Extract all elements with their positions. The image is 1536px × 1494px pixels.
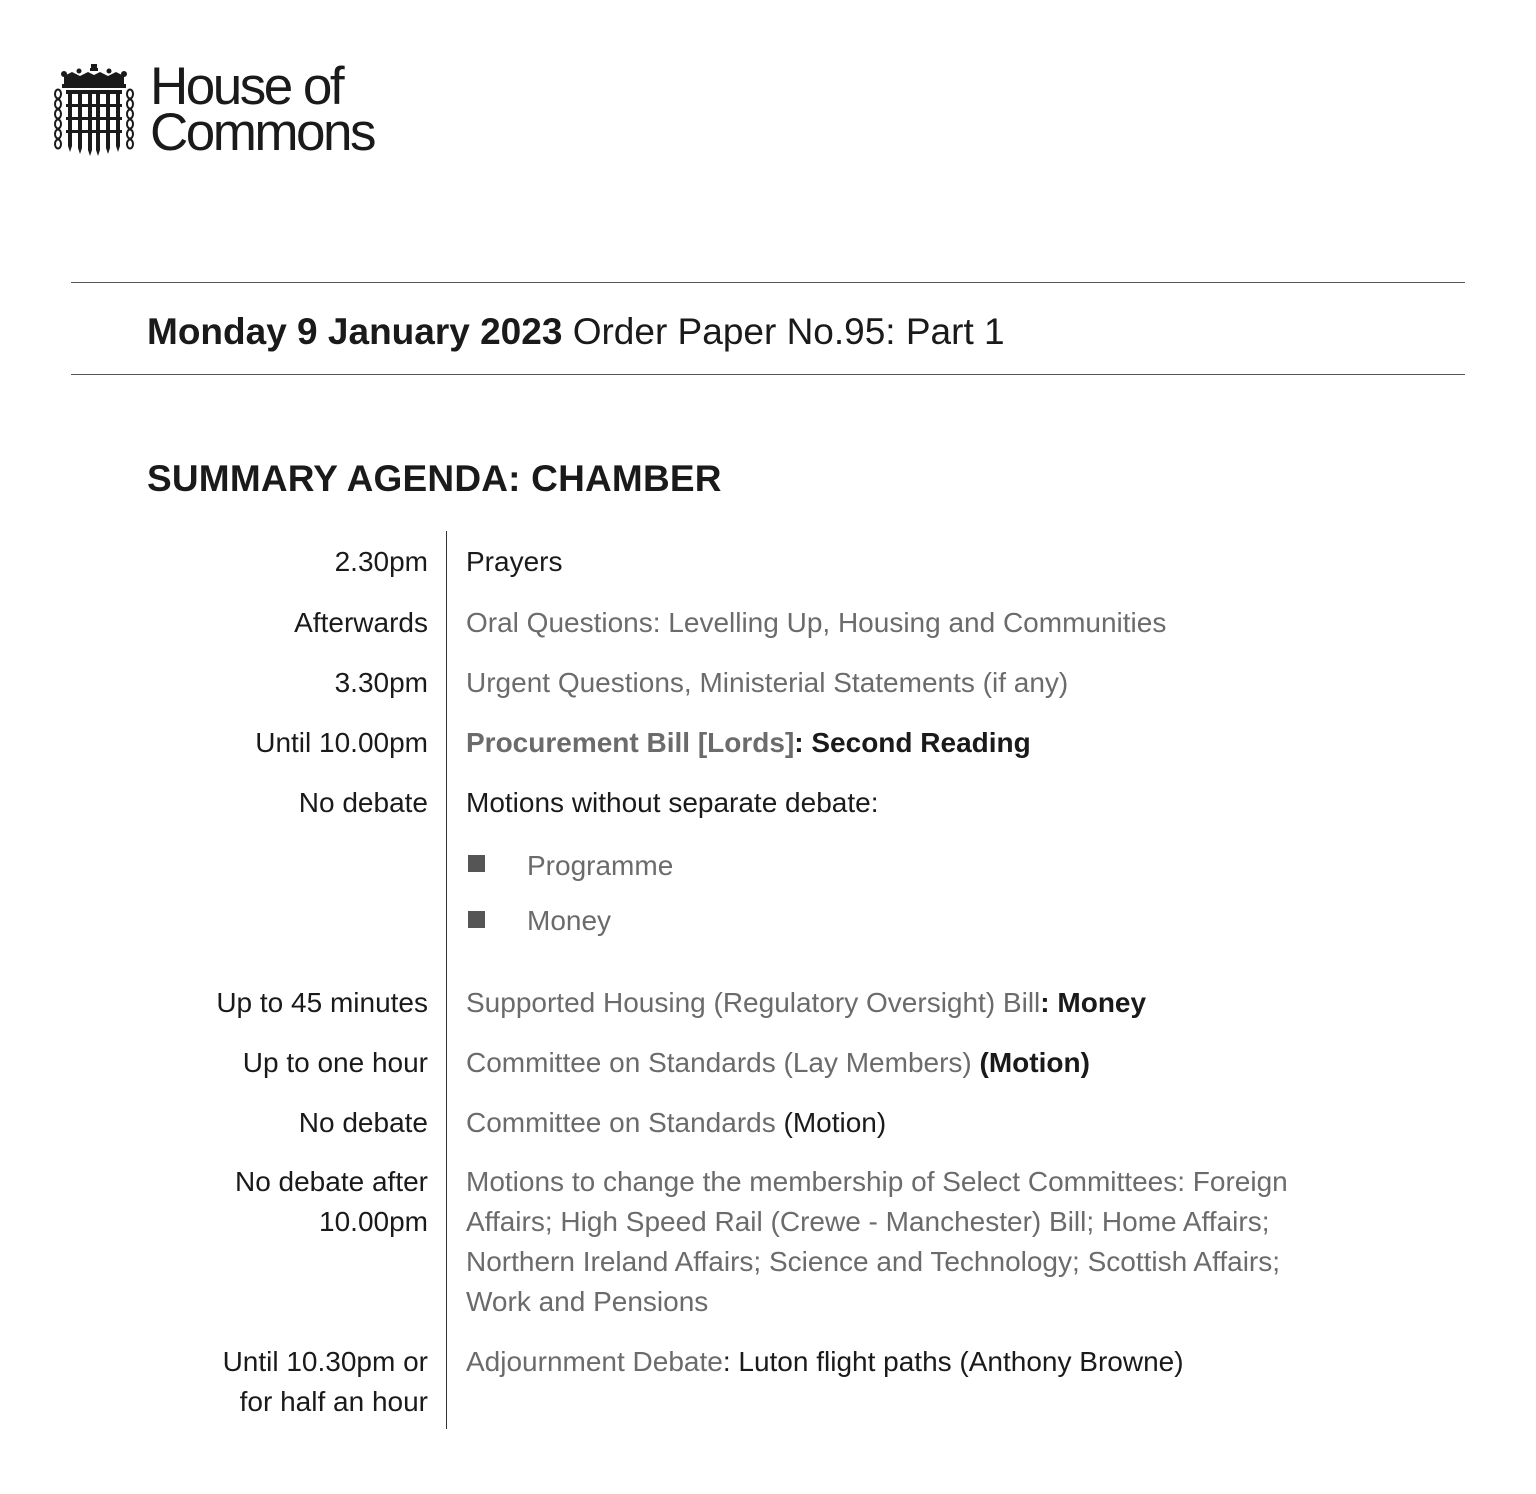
agenda-link-committee-lay-members[interactable]: Committee on Standards (Lay Members) bbox=[466, 1047, 972, 1078]
logo-line-2: Commons bbox=[150, 103, 375, 162]
square-bullet-icon bbox=[468, 911, 485, 928]
agenda-link-select-committees-line[interactable]: Northern Ireland Affairs; Science and Technology; Scottish Affairs; bbox=[466, 1246, 1281, 1277]
agenda-link-procurement-bill[interactable]: Procurement Bill [Lords] bbox=[466, 727, 795, 758]
agenda-time: No debate bbox=[298, 787, 428, 818]
order-paper-number: Order Paper No.95: Part 1 bbox=[572, 311, 1005, 352]
agenda-item-lay-members bbox=[466, 1043, 1090, 1083]
agenda-time: Up to 45 minutes bbox=[216, 987, 428, 1018]
sitting-date: Monday 9 January 2023 bbox=[147, 311, 563, 352]
agenda-link-programme[interactable]: Programme bbox=[527, 850, 674, 881]
title-rule-top bbox=[71, 282, 1465, 283]
agenda-link-money[interactable]: Money bbox=[527, 905, 612, 936]
agenda-time: No debate after bbox=[234, 1166, 428, 1197]
agenda-link-oral-questions[interactable]: Oral Questions: Levelling Up, Housing and Communities bbox=[466, 607, 1167, 638]
order-paper-title bbox=[147, 308, 1005, 356]
agenda-link-select-committees-line[interactable]: Affairs; High Speed Rail (Crewe - Manchester) Bill; Home Affairs; bbox=[466, 1206, 1270, 1237]
title-rule-bottom bbox=[71, 374, 1465, 375]
agenda-time: 3.30pm bbox=[334, 667, 428, 698]
agenda-time: 2.30pm bbox=[334, 546, 428, 577]
agenda-time: Afterwards bbox=[294, 607, 428, 638]
logo-line-1: House of bbox=[150, 57, 343, 116]
agenda-link-urgent-questions[interactable]: Urgent Questions, Ministerial Statements (if any) bbox=[466, 667, 1069, 698]
agenda-divider bbox=[446, 531, 447, 1429]
agenda-item-motions-without-debate: Motions without separate debate: bbox=[466, 787, 879, 818]
agenda-item-adjournment-topic: : Luton flight paths (Anthony Browne) bbox=[722, 1346, 1184, 1377]
agenda-item-committee-standards bbox=[466, 1103, 886, 1143]
agenda-item-motion: (Motion) bbox=[971, 1047, 1090, 1078]
agenda-item-adjournment bbox=[466, 1342, 1184, 1382]
agenda-item-procurement-bill bbox=[466, 723, 1031, 763]
square-bullet-icon bbox=[468, 855, 485, 872]
agenda-item-prayers: Prayers bbox=[466, 546, 563, 577]
agenda-item-motion: (Motion) bbox=[775, 1107, 887, 1138]
house-of-commons-logo bbox=[54, 57, 375, 164]
agenda-link-adjournment-debate[interactable]: Adjournment Debate bbox=[466, 1346, 723, 1377]
agenda-link-supported-housing-bill[interactable]: Supported Housing (Regulatory Oversight) Bill bbox=[466, 987, 1041, 1018]
agenda-time: 10.00pm bbox=[319, 1206, 428, 1237]
section-heading: SUMMARY AGENDA: CHAMBER bbox=[147, 458, 722, 499]
agenda-time: Up to one hour bbox=[242, 1047, 428, 1078]
agenda-link-select-committees-line[interactable]: Motions to change the membership of Select Committees: Foreign bbox=[466, 1166, 1288, 1197]
agenda-time: for half an hour bbox=[239, 1386, 428, 1417]
agenda-time: Until 10.30pm or bbox=[222, 1346, 428, 1377]
agenda-time: No debate bbox=[298, 1107, 428, 1138]
portcullis-icon bbox=[54, 64, 134, 156]
logo-wordmark bbox=[150, 57, 375, 162]
agenda-item-supported-housing bbox=[466, 983, 1146, 1023]
agenda-item-stage: : Money bbox=[1040, 987, 1147, 1018]
agenda-link-committee-standards[interactable]: Committee on Standards bbox=[466, 1107, 776, 1138]
agenda-link-select-committees-line[interactable]: Work and Pensions bbox=[466, 1286, 709, 1317]
agenda-item-stage: : Second Reading bbox=[794, 727, 1031, 758]
agenda-time: Until 10.00pm bbox=[255, 727, 428, 758]
